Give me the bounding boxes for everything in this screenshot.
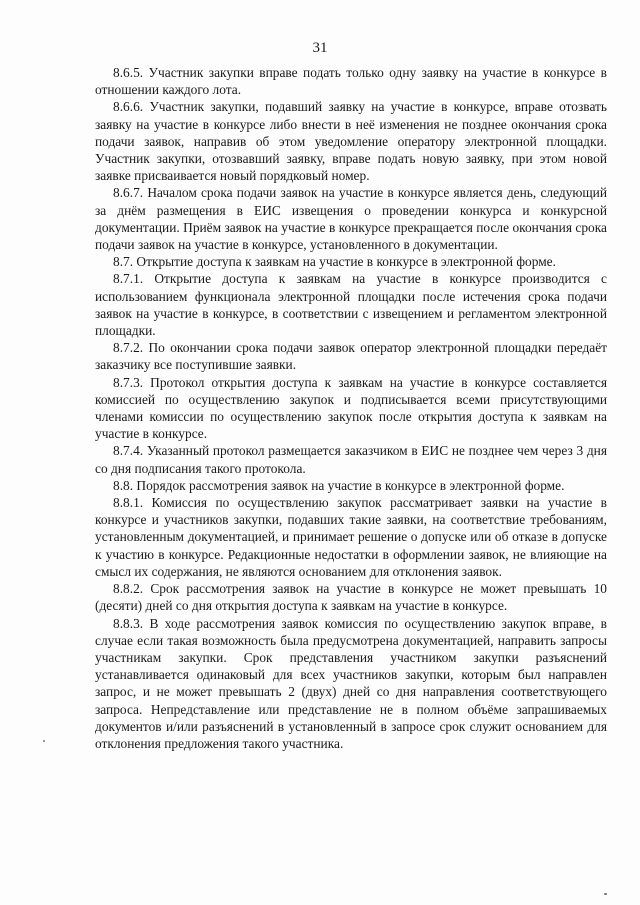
page-body bbox=[95, 64, 607, 752]
clause-8-7-4: 8.7.4. Указанный протокол размещается заказчиком в ЕИС не позднее чем через 3 дня со дня подписания такого протокола. bbox=[95, 443, 607, 476]
scan-speck bbox=[604, 893, 607, 895]
clause-8-6-7: 8.6.7. Началом срока подачи заявок на участие в конкурсе является день, следующий за днём размещения в ЕИС извещения о проведении конкурса и конкурсной документации. Приём заявок на участие в конкурсе прекращается после окончания срока подачи заявок на участие в конкурсе, установленного в документации. bbox=[95, 185, 607, 253]
clause-8-6-5: 8.6.5. Участник закупки вправе подать только одну заявку на участие в конкурсе в отношении каждого лота. bbox=[95, 65, 607, 98]
clause-8-6-6: 8.6.6. Участник закупки, подавший заявку на участие в конкурсе, вправе отозвать заявку на участие в конкурсе либо внести в неё изменения не позднее окончания срока подачи заявок, направив об этом уведомление оператору электронной площадки. Участник закупки, отозвавший заявку, вправе подать новую заявку, при этом новой заявке присваивается новый порядковый номер. bbox=[95, 99, 607, 184]
clause-8-8-2: 8.8.2. Срок рассмотрения заявок на участие в конкурсе не может превышать 10 (десяти) дней со дня открытия доступа к заявкам на участие в конкурсе. bbox=[95, 581, 607, 614]
section-8-7-heading: 8.7. Открытие доступа к заявкам на участие в конкурсе в электронной форме. bbox=[113, 254, 556, 270]
clause-8-7-2: 8.7.2. По окончании срока подачи заявок оператор электронной площадки передаёт заказчику все поступившие заявки. bbox=[95, 340, 607, 373]
page-number: 31 bbox=[312, 40, 328, 56]
clause-8-8-1: 8.8.1. Комиссия по осуществлению закупок рассматривает заявки на участие в конкурсе и участников закупки, подавших такие заявки, на соответствие требованиям, установленным документацией, и принимает решение о допуске или об отказе в допуске к участию в конкурсе. Редакционные недостатки в оформлении заявок, не влияющие на смысл их содержания, не являются основанием для отклонения заявок. bbox=[95, 495, 607, 579]
clause-8-8-3: 8.8.3. В ходе рассмотрения заявок комиссия по осуществлению закупок вправе, в случае если такая возможность была предусмотрена документацией, направить запросы участникам закупки. Срок представления участником закупки разъяснений устанавливается одинаковый для всех участников закупки, которым был направлен запрос, и не может превышать 2 (двух) дней со дня направления соответствующего запроса. Непредставление или представление не в полном объёме запрашиваемых документов и/или разъяснений в установленный в запросе срок служит основанием для отклонения предложения такого участника. bbox=[95, 615, 607, 751]
scan-speck bbox=[43, 740, 45, 742]
clause-8-7-3: 8.7.3. Протокол открытия доступа к заявкам на участие в конкурсе составляется комиссией по осуществлению закупок и подписывается всеми присутствующими членами комиссии по осуществлению закупок после открытия доступа к заявкам на участие в конкурсе. bbox=[95, 374, 607, 442]
section-8-8-heading: 8.8. Порядок рассмотрения заявок на участие в конкурсе в электронной форме. bbox=[113, 477, 565, 493]
clause-8-7-1: 8.7.1. Открытие доступа к заявкам на участие в конкурсе производится с использованием функционала электронной площадки после истечения срока подачи заявок на участие в конкурсе, в соответствии с извещением и регламентом электронной площадки. bbox=[95, 271, 607, 339]
